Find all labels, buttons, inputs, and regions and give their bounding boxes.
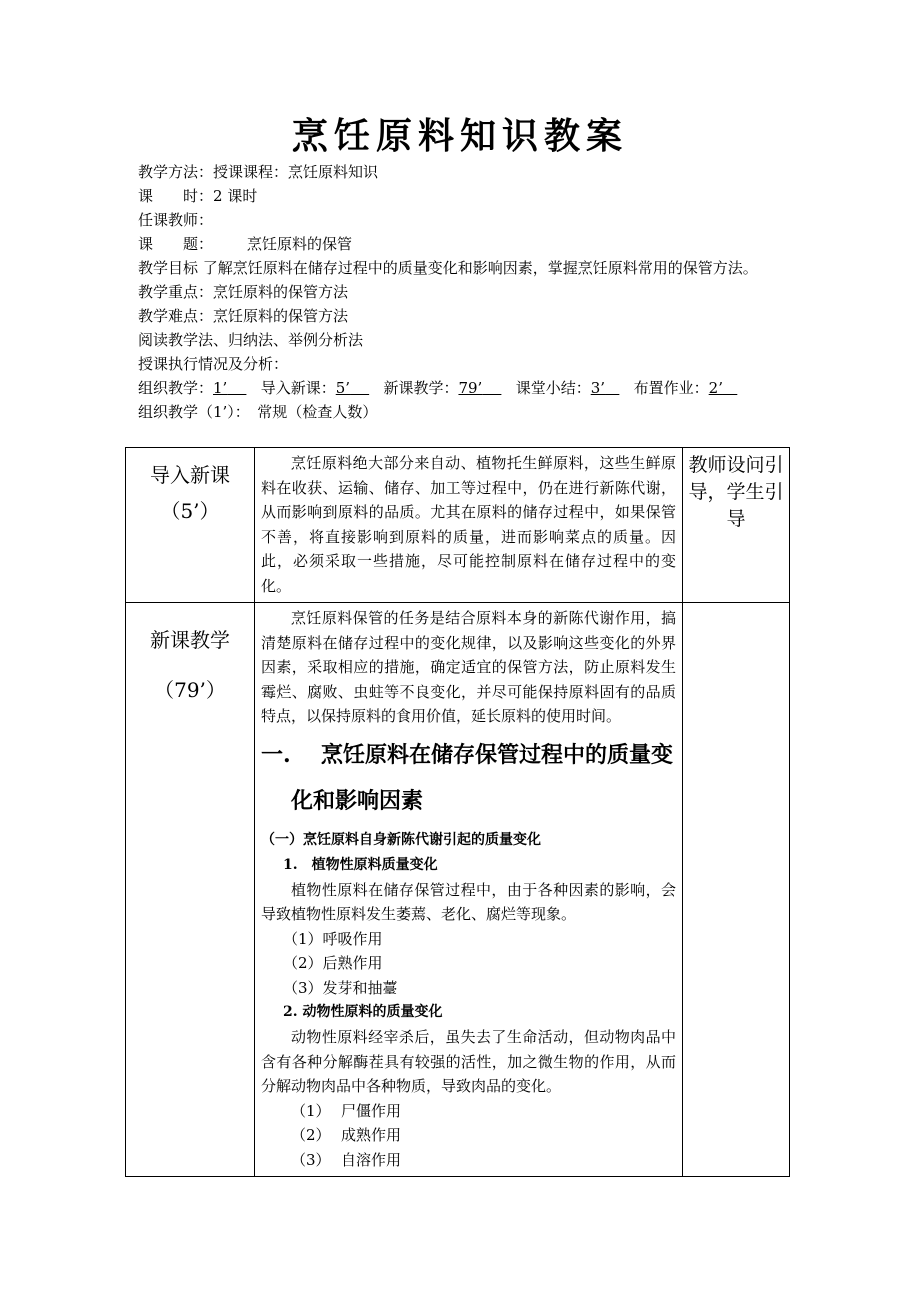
org-note-line: 组织教学（1’）： 常规（检查人数） <box>138 403 378 421</box>
method-line: 教学方法：授课课程：烹饪原料知识 <box>138 163 379 181</box>
list-item: （1） 尸僵作用 <box>291 1101 402 1120</box>
section-heading: 一. 烹饪原料在储存保管过程中的质量变 <box>261 741 674 768</box>
table-row <box>126 448 790 603</box>
topic-line: 课 题： 烹饪原料的保管 <box>138 235 353 253</box>
list-item: （2） 成熟作用 <box>291 1126 402 1144</box>
plant-paragraph: 植物性原料在储存保管过程中，由于各种因素的影响，会导致植物性原料发生萎蔫、老化、腐烂等现象。 <box>261 880 676 923</box>
methods-line: 阅读教学法、归纳法、举例分析法 <box>138 331 364 349</box>
subsection-heading: （一）烹饪原料自身新陈代谢引起的质量变化 <box>261 831 541 848</box>
row-content-cell <box>255 448 683 603</box>
difficulty-line: 教学难点：烹饪原料的保管方法 <box>138 307 349 325</box>
homework-time: 2’ <box>708 379 723 397</box>
list-item: （1）呼吸作用 <box>283 929 383 948</box>
page-title: 烹饪原料知识教案 <box>291 115 628 157</box>
org-time: 1’ <box>213 379 228 397</box>
execution-line: 授课执行情况及分析： <box>138 355 289 373</box>
lesson-intro-paragraph: 烹饪原料保管的任务是结合原料本身的新陈代谢作用，搞清楚原料在储存过程中的变化规律，以及影响这些变化的外界因素，采取相应的措施，确定适宜的保管方法，防止原料发生霉烂、腐败、虫蛀等不良变化，并尽可能保持原料固有的品质特点，以保持原料的食用价值，延长原料的使用时间。 <box>261 609 676 725</box>
row-label-cell <box>126 603 255 1177</box>
subsection-heading: 1. 植物性原料质量变化 <box>283 856 438 873</box>
summary-time: 3’ <box>590 379 606 397</box>
row-time: （5’） <box>160 499 220 523</box>
row-label-cell <box>126 448 255 603</box>
row-note-cell <box>683 448 790 603</box>
row-note: 教师设问引导，学生引导 <box>688 454 784 530</box>
intro-time: 5’ <box>335 379 351 397</box>
row-label: 导入新课 <box>150 463 230 487</box>
topic-value: 烹饪原料的保管 <box>247 235 353 253</box>
list-item: （2）后熟作用 <box>283 954 383 972</box>
animal-paragraph: 动物性原料经宰杀后，虽失去了生命活动，但动物肉品中含有各种分解酶茬具有较强的活性，加之微生物的作用，从而分解动物肉品中各种物质，导致肉品的变化。 <box>261 1028 676 1095</box>
goal-line: 教学目标 了解烹饪原料在储存过程中的质量变化和影响因素，掌握烹饪原料常用的保管方法。 <box>138 259 758 277</box>
row-content-cell <box>255 603 683 1177</box>
lesson-meta <box>138 160 818 424</box>
list-item: （3） 自溶作用 <box>291 1150 402 1169</box>
new-time: 79’ <box>458 379 483 397</box>
list-item: （3）发芽和抽薹 <box>283 978 398 997</box>
teacher-line: 任课教师： <box>138 211 214 229</box>
section-heading-cont: 化和影响因素 <box>291 787 424 814</box>
row-label: 新课教学 <box>150 628 230 652</box>
row-time: （79’） <box>154 678 226 702</box>
animal-list <box>261 1099 676 1173</box>
lesson-table <box>125 447 790 1177</box>
subsection-heading: 2. 动物性原料的质量变化 <box>283 1004 443 1020</box>
intro-paragraph: 烹饪原料绝大部分来自动、植物托生鲜原料，这些生鲜原料在收获、运输、储存、加工等过程中，仍在进行新陈代谢，从而影响到原料的品质。尤其在原料的储存过程中，如果保管不善，将直接影响到原料的质量，进而影响菜点的质量。因此，必须采取一些措施，尽可能控制原料在储存过程中的变化。 <box>261 454 676 595</box>
table-row <box>126 603 790 1177</box>
hours-line: 课 时：2 课时 <box>138 187 258 205</box>
hours-value: 2 课时 <box>213 187 258 205</box>
row-note-cell <box>683 603 790 1177</box>
schedule-line: 组织教学：1’ 导入新课：5’ 新课教学：79’ 课堂小结：3’ 布置作业：2’ <box>138 376 818 400</box>
key-point-line: 教学重点：烹饪原料的保管方法 <box>138 283 349 301</box>
plant-list <box>261 927 676 1001</box>
